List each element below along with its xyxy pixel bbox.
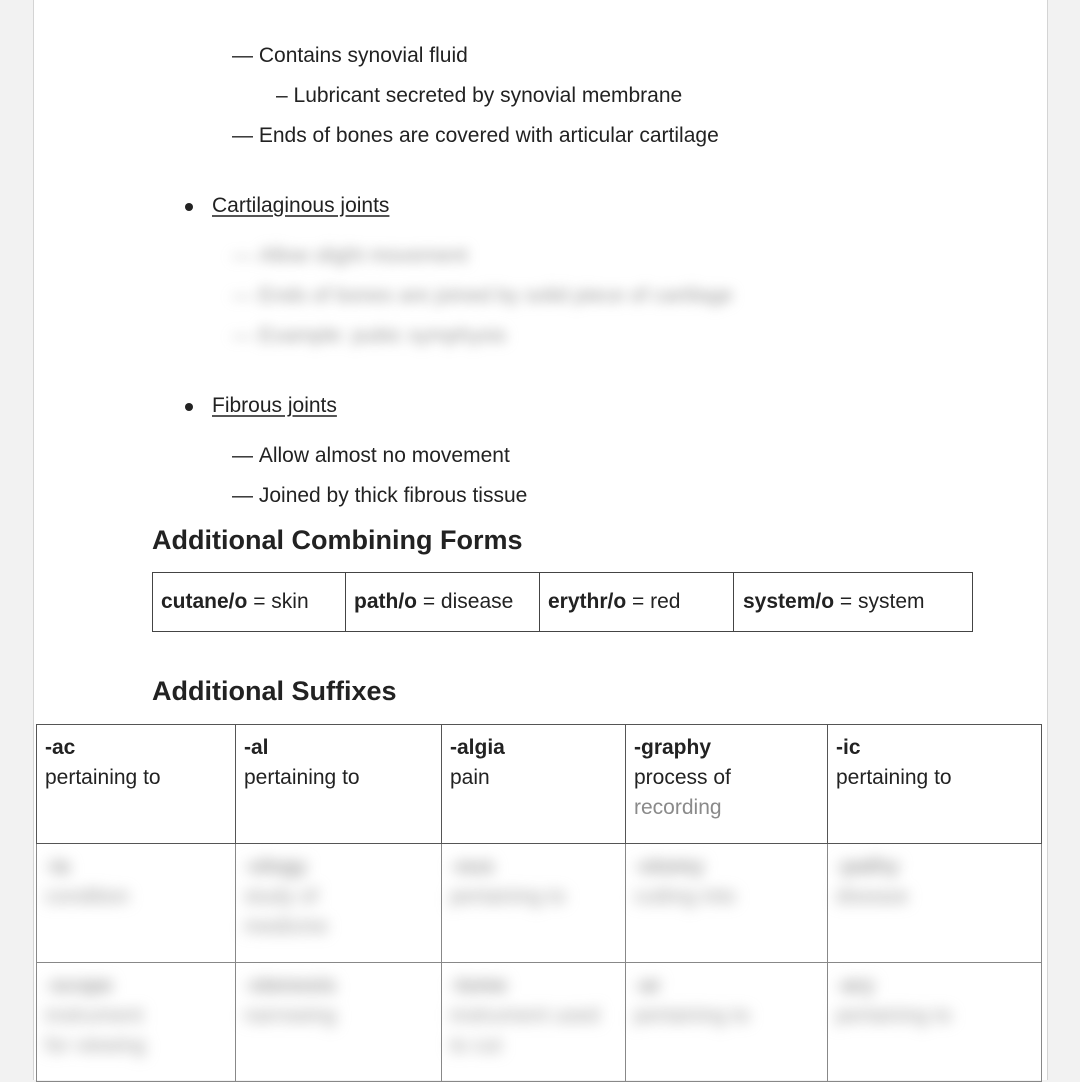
cartilaginous-point-2: — Ends of bones are joined by solid piece of cartilage bbox=[232, 283, 733, 309]
table-cell bbox=[236, 844, 442, 963]
fibrous-point-2: — Joined by thick fibrous tissue bbox=[232, 483, 527, 509]
table-cell bbox=[236, 725, 442, 844]
cartilaginous-point-3: — Example: pubic symphysis bbox=[232, 323, 506, 349]
term: -stenosis bbox=[244, 974, 337, 997]
term: -graphy bbox=[634, 736, 712, 759]
meaning: pertaining to bbox=[45, 766, 161, 789]
table-cell bbox=[626, 844, 828, 963]
suffixes-table bbox=[36, 724, 1042, 1082]
term: -tome bbox=[450, 974, 508, 997]
term: -algia bbox=[450, 736, 505, 759]
term: -ac bbox=[45, 736, 76, 759]
term: -ar bbox=[634, 974, 661, 997]
table-cell bbox=[626, 725, 828, 844]
synovial-point-1: — Contains synovial fluid bbox=[232, 43, 468, 69]
meaning: pertaining to bbox=[634, 1004, 750, 1027]
meaning: pertaining to bbox=[836, 766, 952, 789]
table-row bbox=[153, 573, 973, 632]
term: -ic bbox=[836, 736, 861, 759]
term: -ary bbox=[836, 974, 875, 997]
meaning: pain bbox=[450, 766, 490, 789]
term: -al bbox=[244, 736, 269, 759]
table-cell bbox=[540, 573, 734, 632]
table-cell bbox=[153, 573, 346, 632]
bullet-icon bbox=[185, 403, 193, 411]
fibrous-joints-title: Fibrous joints bbox=[212, 394, 337, 417]
table-cell bbox=[442, 725, 626, 844]
meaning-line-2: to cut bbox=[450, 1034, 502, 1057]
meaning: pertaining to bbox=[450, 885, 566, 908]
table-cell bbox=[828, 844, 1042, 963]
meaning-line-2: recording bbox=[634, 796, 722, 819]
suffixes-heading: Additional Suffixes bbox=[152, 676, 397, 706]
table-row bbox=[37, 725, 1042, 844]
table-cell bbox=[37, 844, 236, 963]
meaning: pertaining to bbox=[836, 1004, 952, 1027]
meaning: disease bbox=[836, 885, 909, 908]
meaning: instrument used bbox=[450, 1004, 600, 1027]
table-cell bbox=[442, 844, 626, 963]
table-cell bbox=[236, 963, 442, 1082]
combining-forms-table bbox=[152, 572, 973, 632]
term: -pathy bbox=[836, 855, 899, 878]
synovial-point-2: — Ends of bones are covered with articular cartilage bbox=[232, 123, 719, 149]
meaning: = disease bbox=[417, 590, 514, 613]
term: system/o bbox=[743, 590, 835, 613]
cartilaginous-joints-title: Cartilaginous joints bbox=[212, 194, 390, 217]
table-cell bbox=[734, 573, 973, 632]
cartilaginous-point-1: — Allow slight movement bbox=[232, 243, 468, 269]
term: erythr/o bbox=[548, 590, 627, 613]
table-cell bbox=[37, 963, 236, 1082]
meaning: instrument bbox=[45, 1004, 144, 1027]
synovial-subpoint: – Lubricant secreted by synovial membrane bbox=[276, 83, 682, 109]
fibrous-point-1: — Allow almost no movement bbox=[232, 443, 510, 469]
term: -ous bbox=[450, 855, 495, 878]
table-cell bbox=[828, 963, 1042, 1082]
term: -otomy bbox=[634, 855, 704, 878]
table-cell bbox=[37, 725, 236, 844]
combining-forms-heading: Additional Combining Forms bbox=[152, 525, 523, 555]
bullet-icon bbox=[185, 203, 193, 211]
meaning: narrowing bbox=[244, 1004, 337, 1027]
term: -ology bbox=[244, 855, 307, 878]
meaning-line-2: medicine bbox=[244, 915, 329, 938]
term: -ia bbox=[45, 855, 70, 878]
term: path/o bbox=[354, 590, 417, 613]
meaning: study of bbox=[244, 885, 318, 908]
meaning: pertaining to bbox=[244, 766, 360, 789]
table-row bbox=[37, 963, 1042, 1082]
table-cell bbox=[346, 573, 540, 632]
meaning: cutting into bbox=[634, 885, 736, 908]
term: -scope bbox=[45, 974, 113, 997]
meaning: condition bbox=[45, 885, 130, 908]
meaning: process of bbox=[634, 766, 731, 789]
meaning: = skin bbox=[247, 590, 309, 613]
meaning-line-2: for viewing bbox=[45, 1034, 146, 1057]
meaning: = system bbox=[834, 590, 925, 613]
table-cell bbox=[626, 963, 828, 1082]
table-cell bbox=[442, 963, 626, 1082]
table-cell bbox=[828, 725, 1042, 844]
meaning: = red bbox=[626, 590, 681, 613]
term: cutane/o bbox=[161, 590, 248, 613]
table-row bbox=[37, 844, 1042, 963]
